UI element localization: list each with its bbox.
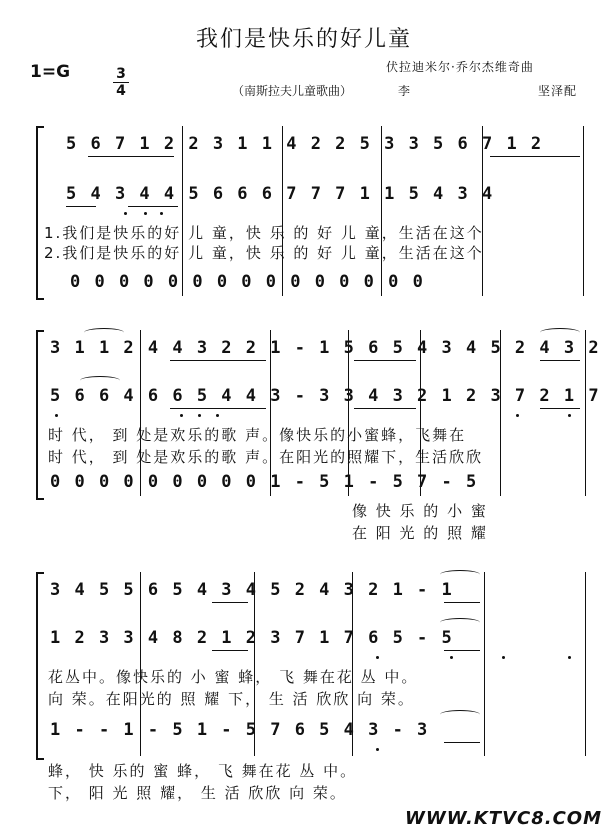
score-system-1 [0,118,608,298]
eighth-beam [444,650,480,651]
eighth-beam [212,650,248,651]
low-octave-dot [198,414,201,417]
low-octave-dot [376,656,379,659]
low-octave-dot [216,414,219,417]
slur [440,710,480,719]
score-system-3 [0,564,608,804]
harmony-line: 1 2 3 3 4 8 2 1 2 3 7 1 7 6 5 - 5 [50,628,454,648]
barline [585,572,586,756]
low-octave-dot [160,212,163,215]
system-brace [36,572,44,760]
eighth-beam [490,156,580,157]
eighth-beam [540,360,580,361]
arranger-credit: 坚泽配 [538,84,578,98]
low-octave-dot [450,656,453,659]
eighth-beam [354,360,416,361]
eighth-beam [540,408,580,409]
slur [80,376,120,385]
eighth-beam [88,156,174,157]
bass-lyric-verse-1: 蜂， 快 乐的 蜜 蜂， 飞 舞在花 丛 中。 [48,762,358,780]
bass-lyric-verse-2: 下， 阳 光 照 耀， 生 活 欣欣 向 荣。 [48,784,347,802]
song-title: 我们是快乐的好儿童 [195,27,412,52]
composer-credit: 伏拉迪米尔·乔尔杰维奇曲 [386,60,534,74]
eighth-beam [128,206,178,207]
lyric-verse-2: 2.我们是快乐的好 儿 童，快 乐 的 好 儿 童，生活在这个 [44,244,484,262]
low-octave-dot [568,414,571,417]
time-signature [113,66,129,99]
eighth-beam [66,206,96,207]
key-signature: 1=G [30,62,71,82]
melody-line: 3 1 1 2 4 4 3 2 2 1 - 1 5 6 5 4 3 4 5 2 4 3 2 [50,338,601,358]
low-octave-dot [55,414,58,417]
barline [484,572,485,756]
bass-lyric-verse-2: 在 阳 光 的 照 耀 [352,524,488,542]
system-brace [36,126,44,300]
harmony-line: 5 4 3 4 4 5 6 6 6 7 7 7 1 1 5 4 3 4 [66,184,495,204]
arranger-surname: 李 [398,84,412,98]
system-brace [36,330,44,500]
eighth-beam [170,360,266,361]
eighth-beam [444,602,480,603]
melody-line: 3 4 5 5 6 5 4 3 4 5 2 4 3 2 1 - 1 [50,580,454,600]
meter-top: 3 [116,66,126,82]
lyric-verse-1: 时 代， 到 处是欢乐的歌 声。像快乐的小蜜蜂，飞舞在 [48,426,467,444]
bass-line: 0 0 0 0 0 0 0 0 0 1 - 5 1 - 5 7 - 5 [50,472,479,492]
low-octave-dot [144,212,147,215]
lyric-verse-2: 时 代， 到 处是欢乐的歌 声。在阳光的照耀下，生活欣欣 [48,448,484,466]
bass-lyric-verse-1: 像 快 乐 的 小 蜜 [352,502,488,520]
meter-bottom: 4 [116,83,126,99]
eighth-beam [444,742,480,743]
lyric-verse-1: 花丛中。像快乐的 小 蜜 蜂， 飞 舞在花 丛 中。 [48,668,419,686]
low-octave-dot [502,656,505,659]
slur [540,328,580,337]
eighth-beam [354,408,416,409]
site-watermark: WWW.KTVC8.COM [405,808,602,829]
slur [84,328,124,337]
bass-line: 1 - - 1 - 5 1 - 5 7 6 5 4 3 - 3 [50,720,430,740]
barline [583,126,584,296]
low-octave-dot [180,414,183,417]
song-subtitle: （南斯拉夫儿童歌曲） [232,84,353,98]
score-system-2 [0,322,608,550]
melody-line: 5 6 7 1 2 2 3 1 1 4 2 2 5 3 3 5 6 7 1 2 [66,134,544,154]
slur [440,570,480,579]
low-octave-dot [376,748,379,751]
low-octave-dot [124,212,127,215]
slur [440,618,480,627]
harmony-line: 5 6 6 4 6 6 5 4 4 3 - 3 3 4 3 2 1 2 3 7 2 1 7 [50,386,601,406]
eighth-beam [212,602,248,603]
lyric-verse-1: 1.我们是快乐的好 儿 童，快 乐 的 好 儿 童，生活在这个 [44,224,484,242]
low-octave-dot [516,414,519,417]
lyric-verse-2: 向 荣。在阳光的 照 耀 下， 生 活 欣欣 向 荣。 [48,690,415,708]
bass-line: 0 0 0 0 0 0 0 0 0 0 0 0 0 0 0 [70,272,425,292]
low-octave-dot [568,656,571,659]
eighth-beam [170,408,266,409]
